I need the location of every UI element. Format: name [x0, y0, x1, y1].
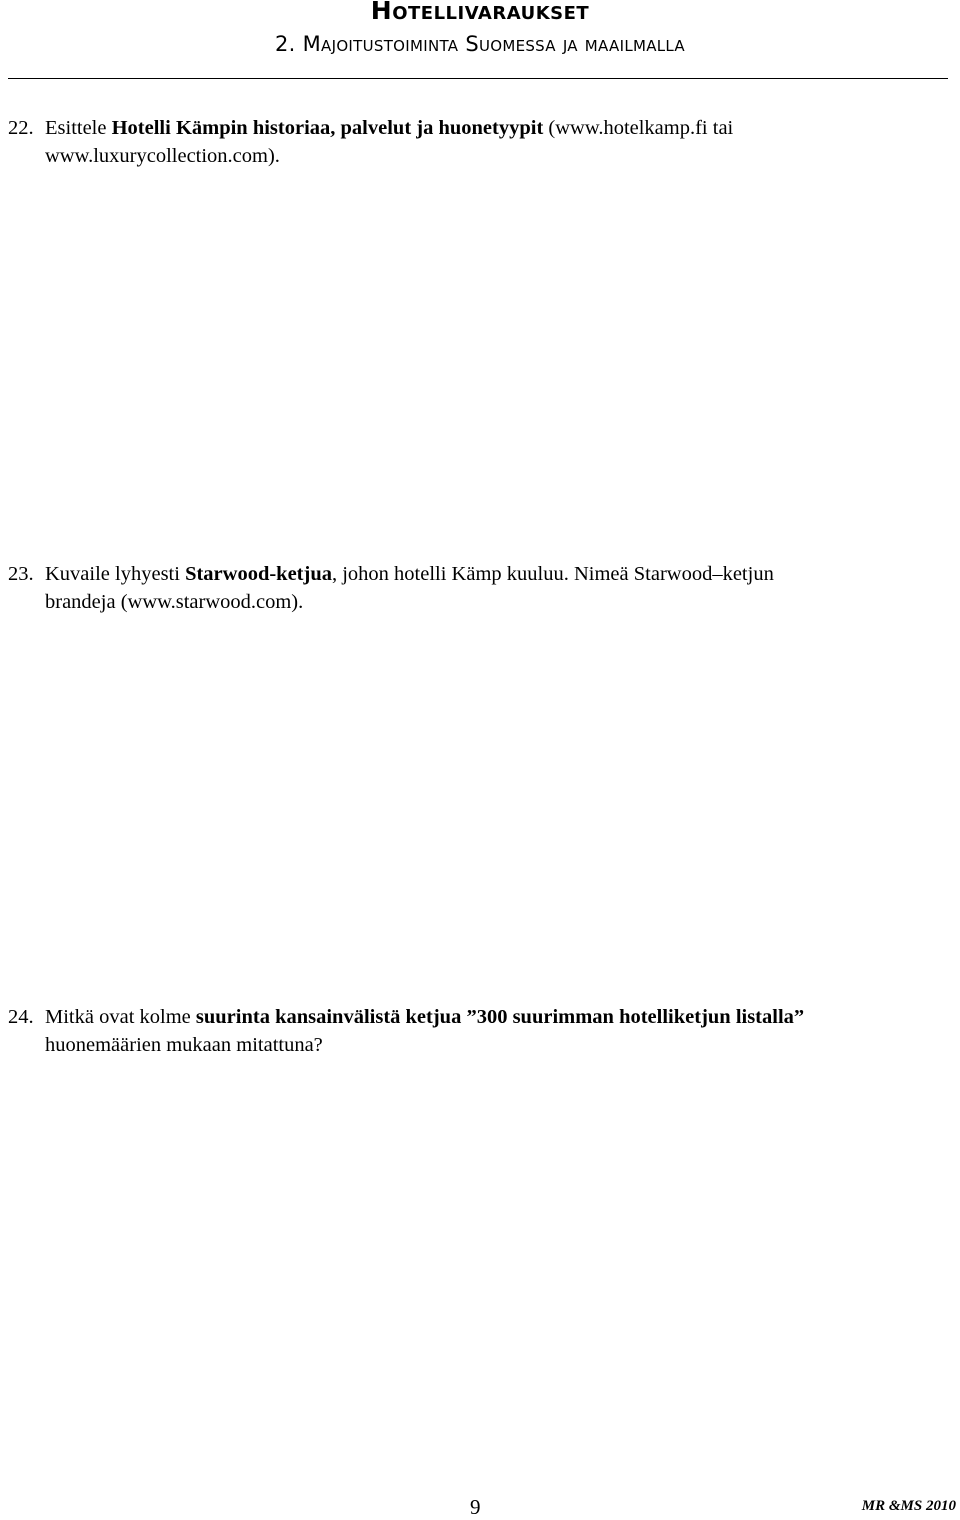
question-text: www.luxurycollection.com).	[45, 145, 280, 167]
question-line	[8, 1031, 943, 1059]
question-line	[8, 114, 943, 142]
question-line	[8, 142, 943, 170]
question-emphasis: Hotelli Kämpin historiaa, palvelut ja huonetyypit	[111, 117, 544, 139]
question-number: 22.	[8, 117, 34, 139]
page-number: 9	[470, 1495, 481, 1519]
document-subtitle: 2. Majoitustoiminta Suomessa ja maailmalla	[275, 32, 685, 56]
question-text: brandeja (www.starwood.com).	[45, 591, 304, 613]
question-text: Kuvaile lyhyesti	[45, 563, 186, 585]
question-text: huonemäärien mukaan mitattuna?	[45, 1034, 323, 1056]
question-emphasis: suurinta kansainvälistä ketjua ”300 suurimman hotelliketjun listalla”	[195, 1006, 805, 1028]
question-text: , johon hotelli Kämp kuuluu. Nimeä Starwood–ketjun	[331, 563, 774, 585]
question-line	[8, 1003, 943, 1031]
header-divider	[8, 78, 948, 79]
question-emphasis: Starwood-ketjua	[185, 563, 332, 585]
question-line	[8, 588, 943, 616]
question-23	[8, 560, 943, 616]
question-number: 23.	[8, 563, 34, 585]
question-line	[8, 560, 943, 588]
question-22	[8, 114, 943, 170]
question-text: Mitkä ovat kolme	[45, 1006, 196, 1028]
document-title: Hotellivaraukset	[370, 0, 590, 25]
question-text: (www.hotelkamp.fi tai	[543, 117, 734, 139]
footer-credit: MR &MS 2010	[861, 1498, 956, 1514]
question-text: Esittele	[45, 117, 112, 139]
question-24	[8, 1003, 943, 1059]
question-number: 24.	[8, 1006, 34, 1028]
